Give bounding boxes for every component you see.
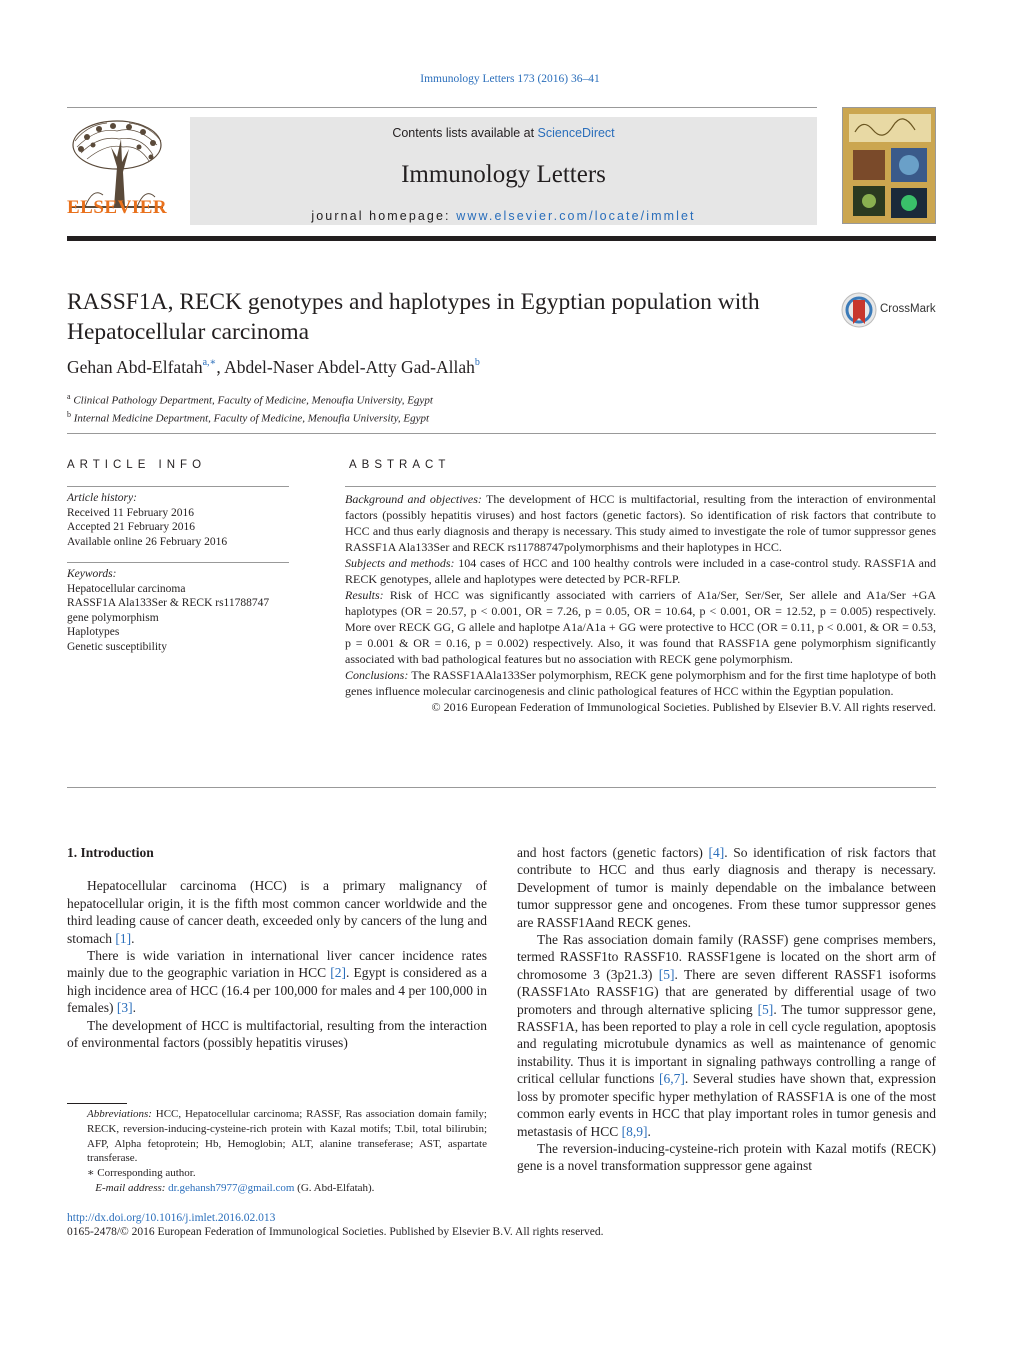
- elsevier-tree-logo[interactable]: [67, 117, 167, 233]
- received-date: Received 11 February 2016: [67, 506, 194, 519]
- abstract-methods: Subjects and methods: 104 cases of HCC and 100 healthy controls were included in a case-control study. RASSF1A and RECK genotypes, allele and haplotypes were detected by PCR-RFLP.: [345, 556, 936, 586]
- doi-link-line: [67, 1212, 275, 1224]
- author-affiliation-marker[interactable]: b: [474, 357, 480, 368]
- abbreviations-footnote: Abbreviations: HCC, Hepatocellular carcinoma; RASSF, Ras association domain family; RECK, reversion-inducing-cysteine-rich protein with Kazal motifs; T.bil, total bilirubin; AFP, Alpha fetoprotein; Hb, Hemoglobin; ALT, alanine transeferase; AST, aspartate transferase.: [87, 1108, 487, 1165]
- intro-paragraph: The development of HCC is multifactorial, resulting from the interaction of environmental factors (possibly hepatitis viruses): [67, 1017, 487, 1051]
- body-paragraph: The Ras association domain family (RASSF) gene comprises members, termed RASSF1to RASSF10. RASSF1gene is located on the short arm of chromosome 3 (3p21.3) [5]. There are seven different RASSF1 isoforms (RASSF1Ato RASSF1G) that are generated by differential usage of two promoters and through alternative splicing [5]. The tumor suppressor gene, RASSF1A, has been reported to play a role in cell cycle regulation, apoptosis and regulating microtubule dynamics as well as maintenance of genomic instability. Thus it is important in signaling pathways controlling a range of critical cellular functions [6,7]. Several studies have shown that, expression loss by promoter specific hyper methylation of RASSF1A is one of the most common early events in HCC that play important roles in tumor genesis and metastasis of HCC [8,9].: [517, 932, 936, 1139]
- corresponding-author-footnote: ∗ Corresponding author.: [87, 1167, 196, 1180]
- header-bottom-rule: [67, 236, 936, 241]
- cover-icon: [843, 108, 936, 224]
- email-footnote: E-mail address: dr.gehansh7977@gmail.com (G. Abd-Elfatah).: [95, 1181, 375, 1194]
- reference-link[interactable]: [3]: [116, 1000, 133, 1016]
- abstract-heading: ABSTRACT: [349, 459, 451, 471]
- accepted-date: Accepted 21 February 2016: [67, 521, 196, 533]
- reference-link[interactable]: [2]: [330, 965, 346, 981]
- keyword-item: gene polymorphism: [67, 611, 159, 624]
- journal-banner: [190, 117, 817, 225]
- author-affiliation-marker[interactable]: a,∗: [202, 357, 217, 368]
- keywords-rule: [67, 562, 289, 563]
- intro-paragraph: There is wide variation in international liver cancer incidence rates mainly due to the geographic variation in HCC [2]. Egypt is considered as a high incidence area of HCC (16.4 per 100,000 for males and 4 per 100,000 in females) [3].: [67, 948, 487, 1016]
- issn-copyright: 0165-2478/© 2016 European Federation of Immunological Societies. Published by Elsevier B.V. All rights reserved.: [67, 1226, 604, 1238]
- body-paragraph: and host factors (genetic factors) [4]. So identification of risk factors that contribute to HCC and thus early diagnosis and therapy is necessary. Development of tumor is mainly dependable on the imbalance between tumor suppressor gene and oncogenes. From these tumor suppressor genes are RASSF1Aand RECK genes.: [517, 845, 937, 930]
- affiliation-b: $^b$ Internal Medicine Department, Faculty of Medicine, Menoufia University, Egypt: [67, 409, 430, 425]
- email-link[interactable]: dr.gehansh7977@gmail.com: [168, 1181, 295, 1194]
- author-name: Abdel-Naser Abdel-Atty Gad-Allah: [224, 357, 475, 377]
- abstract-rule: [345, 486, 936, 487]
- reference-link[interactable]: [1]: [115, 930, 132, 946]
- journal-homepage: journal homepage: www.elsevier.com/locate/immlet: [311, 209, 696, 223]
- affiliation-a: $^a$ Clinical Pathology Department, Faculty of Medicine, Menoufia University, Egypt: [67, 392, 433, 407]
- sciencedirect-link[interactable]: ScienceDirect: [537, 126, 615, 140]
- doi-link[interactable]: http://dx.doi.org/10.1016/j.imlet.2016.02.013: [67, 1212, 276, 1224]
- elsevier-wordmark: ELSEVIER: [67, 197, 168, 218]
- crossmark-badge[interactable]: [840, 290, 940, 330]
- reference-link[interactable]: [5]: [658, 966, 675, 982]
- keyword-item: Hepatocellular carcinoma: [67, 582, 186, 595]
- crossmark-icon: [840, 290, 878, 330]
- reference-link[interactable]: [6,7]: [659, 1071, 685, 1087]
- section-divider: [67, 433, 936, 434]
- body-left-column: [67, 844, 487, 1051]
- article-history: Article history: Received 11 February 2016 Accepted 21 February 2016 Available online 26 February 2016: [67, 492, 228, 548]
- reference-link[interactable]: [5]: [757, 1001, 774, 1017]
- journal-citation[interactable]: Immunology Letters 173 (2016) 36–41: [420, 73, 600, 85]
- abstract-conclusions: Conclusions: The RASSF1AAla133Ser polymorphism, RECK gene polymorphism and for the first time haplotype of both genes influence molecular carcinogenesis and clinic pathological features of HCC within the Egyptian population.: [345, 668, 936, 698]
- abstract-body: [345, 491, 936, 715]
- keyword-item: Genetic susceptibility: [67, 640, 167, 653]
- online-date: Available online 26 February 2016: [67, 535, 228, 548]
- abstract-bottom-rule: [67, 787, 936, 788]
- body-right-column: [517, 844, 936, 1175]
- homepage-link[interactable]: www.elsevier.com/locate/immlet: [456, 209, 696, 223]
- abstract-background: Background and objectives: The development of HCC is multifactorial, resulting from the interaction of environmental factors (possibly hepatitis viruses) and host factors (genetic factors). So identification of risk factors that contribute to HCC and thus early diagnosis and therapy is necessary. This study aimed to investigate the role of tumor suppressor genes RASSF1A Ala133Ser and RECK rs11788747polymorphisms and their haplotypes in HCC.: [345, 492, 936, 554]
- footnotes: [67, 1107, 487, 1196]
- introduction-heading: 1. Introduction: [67, 845, 154, 860]
- keyword-item: Haplotypes: [67, 626, 120, 638]
- abstract-results: Results: Risk of HCC was significantly associated with carriers of A1a/Ser, Ser/Ser, Ser allele and A1a/Ser +GA haplotypes (OR = 20.57, p < 0.001, OR = 7.26, p = 0.05, OR = 10.64, p < 0.001, OR = 12.52, p = 0.005) respectively. More over RECK GG, G allele and haplotpe A1a/A1a + GG were protective to HCC (OR = 0.11, p < 0.001, & OR = 0.53, p = 0.001 & OR = 0.16, p = 0.002) respectively. Also, it was found that RASSF1A gene polymorphism significantly associated with bad pathological features but no association with RECK gene polymorphism.: [345, 588, 936, 666]
- footnote-rule: [67, 1103, 127, 1104]
- contents-availability: Contents lists available at ScienceDirect: [392, 126, 615, 140]
- affiliations: [67, 390, 433, 425]
- author-list: Gehan Abd-Elfatah$^{a,∗}$, Abdel-Naser Abdel-Atty Gad-Allah$^b$: [67, 357, 480, 377]
- keywords: Keywords: Hepatocellular carcinoma RASSF1A Ala133Ser & RECK rs11788747 gene polymorphism Haplotypes Genetic susceptibility: [67, 568, 270, 653]
- keyword-item: RASSF1A Ala133Ser & RECK rs11788747: [67, 597, 270, 609]
- abstract-copyright: © 2016 European Federation of Immunological Societies. Published by Elsevier B.V. All rights reserved.: [431, 700, 936, 714]
- article-title: RASSF1A, RECK genotypes and haplotypes in Egyptian population with Hepatocellular carcinoma: [67, 289, 760, 345]
- body-paragraph: The reversion-inducing-cysteine-rich protein with Kazal motifs (RECK) gene is a novel transformation suppressor gene against: [517, 1140, 936, 1174]
- article-info-heading: ARTICLE INFO: [67, 459, 207, 471]
- crossmark-label: CrossMark: [880, 303, 936, 315]
- journal-cover-thumbnail[interactable]: [842, 107, 936, 224]
- reference-link[interactable]: [4]: [708, 845, 725, 860]
- journal-header: [67, 107, 936, 240]
- journal-name[interactable]: Immunology Letters: [401, 161, 606, 188]
- tree-icon: [67, 117, 167, 209]
- intro-paragraph: Hepatocellular carcinoma (HCC) is a primary malignancy of hepatocellular origin, it is the fifth most common cancer worldwide and the third leading cause of cancer death, exceeded only by cancers of the lung and stomach [1].: [67, 878, 487, 946]
- reference-link[interactable]: [8,9]: [621, 1123, 648, 1139]
- article-info-rule: [67, 486, 289, 487]
- author-name: Gehan Abd-Elfatah: [67, 357, 203, 377]
